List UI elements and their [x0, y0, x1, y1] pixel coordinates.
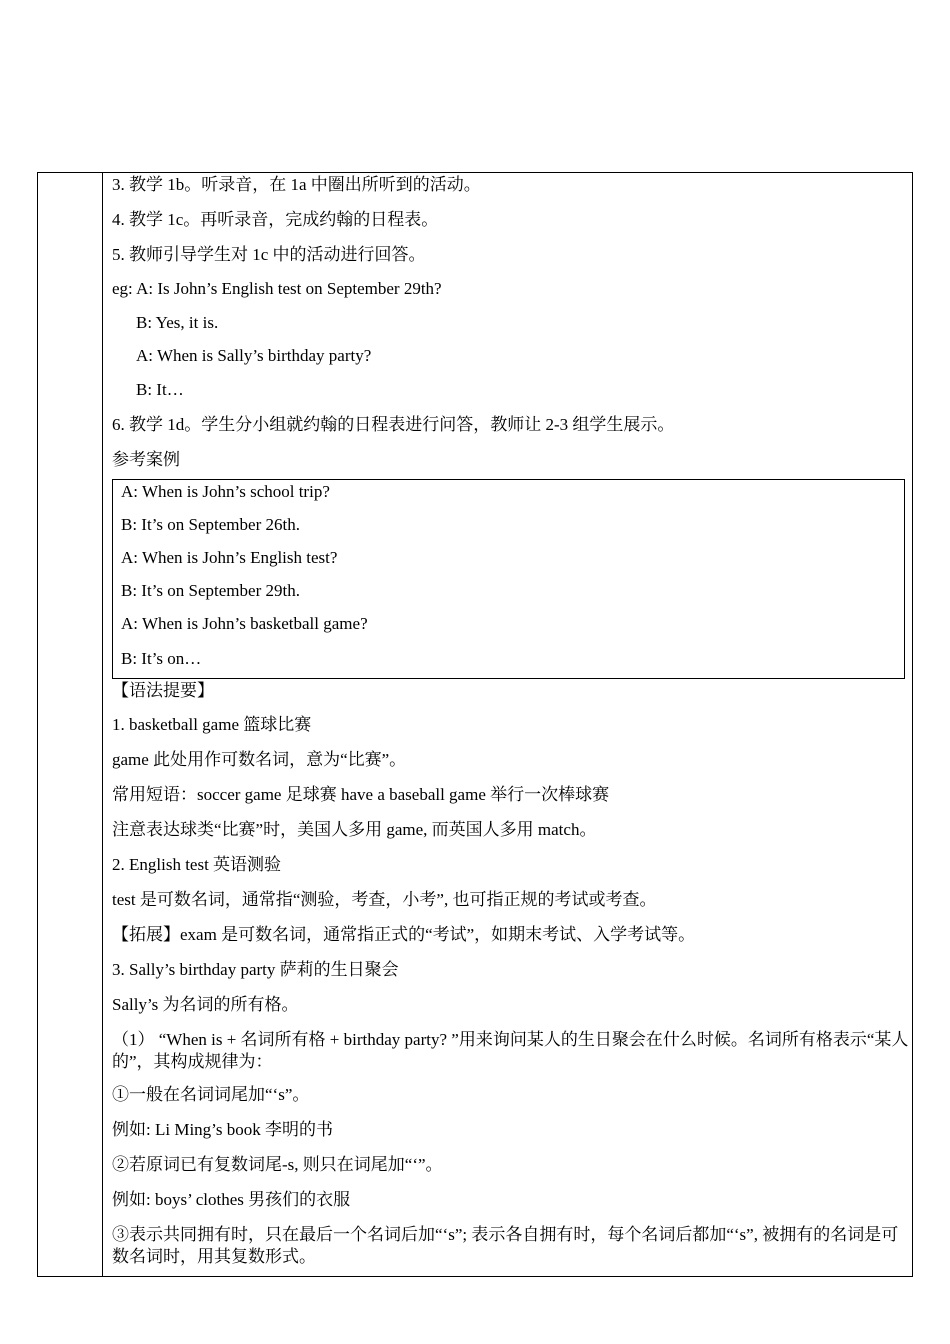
grammar-line: 常用短语：soccer game 足球赛 have a baseball game 举行一次棒球赛	[112, 785, 610, 804]
grammar-heading: 【语法提要】	[112, 681, 214, 700]
step-5: 5. 教师引导学生对 1c 中的活动进行回答。	[112, 245, 426, 264]
box-line: A: When is John’s school trip?	[121, 482, 330, 501]
grammar-line: 【拓展】exam 是可数名词，通常指正式的“考试”，如期末考试、入学考试等。	[112, 925, 696, 944]
grammar-line: 例如: boys’ clothes 男孩们的衣服	[112, 1190, 351, 1209]
grammar-line: 1. basketball game 篮球比赛	[112, 715, 312, 734]
box-line: A: When is John’s basketball game?	[121, 614, 368, 633]
grammar-paragraph: （1） “When is + 名词所有格 + birthday party? ”用来询问某人的生日聚会在什么时候。名词所有格表示“某人的”，其构成规律为：	[112, 1030, 909, 1071]
reference-heading: 参考案例	[112, 450, 180, 469]
step-6: 6. 教学 1d。学生分小组就约翰的日程表进行问答，教师让 2-3 组学生展示。	[112, 415, 675, 434]
box-line: B: It’s on…	[121, 649, 202, 668]
grammar-line: 2. English test 英语测验	[112, 855, 282, 874]
example-box	[112, 479, 905, 679]
box-line: B: It’s on September 29th.	[121, 581, 300, 600]
grammar-line: game 此处用作可数名词，意为“比赛”。	[112, 750, 407, 769]
example-line: B: It…	[136, 380, 184, 399]
box-line: B: It’s on September 26th.	[121, 515, 300, 534]
grammar-line: ①一般在名词词尾加“‘s”。	[112, 1085, 310, 1104]
example-line: A: When is Sally’s birthday party?	[136, 346, 372, 365]
grammar-line: test 是可数名词，通常指“测验，考查，小考”, 也可指正规的考试或考查。	[112, 890, 657, 909]
grammar-line: Sally’s 为名词的所有格。	[112, 995, 299, 1014]
step-3: 3. 教学 1b。听录音，在 1a 中圈出所听到的活动。	[112, 175, 481, 194]
box-line: A: When is John’s English test?	[121, 548, 338, 567]
column-divider	[102, 172, 103, 1277]
example-line: B: Yes, it is.	[136, 313, 219, 332]
grammar-line: 注意表达球类“比赛”时，美国人多用 game, 而英国人多用 match。	[112, 820, 597, 839]
step-4: 4. 教学 1c。再听录音，完成约翰的日程表。	[112, 210, 439, 229]
grammar-paragraph: ③表示共同拥有时，只在最后一个名词后加“‘s”; 表示各自拥有时，每个名词后都加“‘s”, 被拥有的名词是可数名词时，用其复数形式。	[112, 1225, 899, 1266]
grammar-line: 3. Sally’s birthday party 萨莉的生日聚会	[112, 960, 399, 979]
grammar-line: ②若原词已有复数词尾-s, 则只在词尾加“‘”。	[112, 1155, 443, 1174]
example-line: eg: A: Is John’s English test on September 29th?	[112, 279, 442, 298]
grammar-line: 例如: Li Ming’s book 李明的书	[112, 1120, 334, 1139]
